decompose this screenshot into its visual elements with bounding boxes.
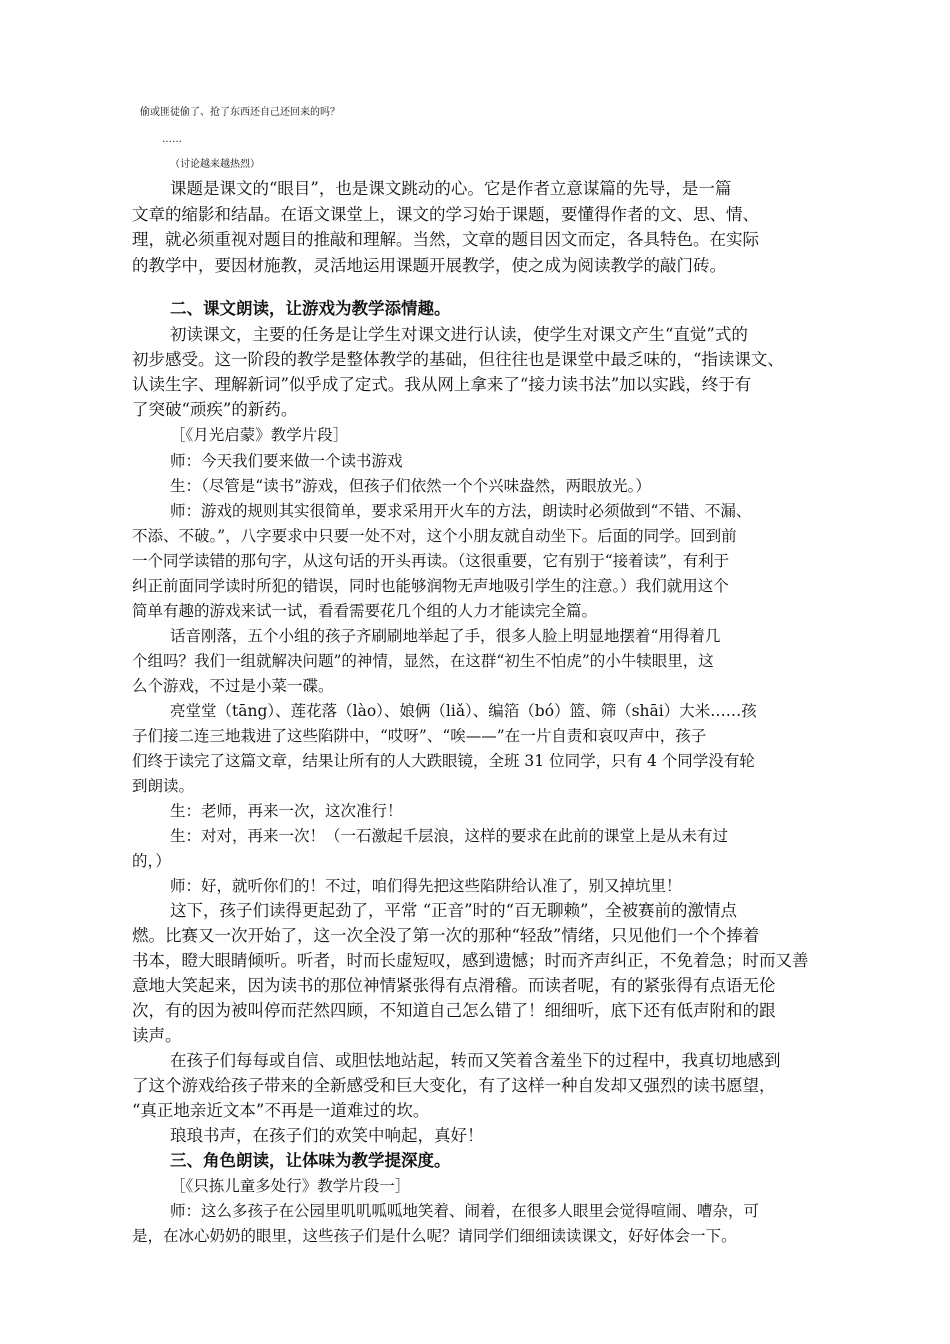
- paragraph-line: 么个游戏，不过是小菜一碟。: [132, 677, 334, 695]
- ellipsis-line: ……: [162, 134, 182, 145]
- paragraph-line: “真正地亲近文本”不再是一道难过的坎。: [132, 1101, 430, 1120]
- paragraph-line: 子们接二连三地栽进了这些陷阱中，“哎呀”、“唉——”在一片自责和哀叹声中，孩子: [132, 727, 707, 745]
- dialogue-line: 师：今天我们要来做一个读书游戏: [170, 452, 403, 470]
- paragraph-line: 这下，孩子们读得更起劲了，平常 “正音”时的“百无聊赖”，全被赛前的激情点: [170, 901, 737, 920]
- dialogue-line: 的，）: [132, 852, 171, 870]
- paragraph-line: 亮堂堂（tāng）、莲花落（lào）、娘俩（liǎ）、编箔（bó）篮、筛（shāi）大米……孩: [170, 702, 757, 720]
- paragraph-line: 燃。比赛又一次开始了，这一次全没了第一次的那种“轻敌”情绪，只见他们一个个捧着: [132, 926, 760, 945]
- dialogue-line: 生：（尽管是“读书”游戏，但孩子们依然一个个兴味盎然，两眼放光。）: [170, 477, 651, 495]
- dialogue-line: 师：游戏的规则其实很简单，要求采用开火车的方法，朗读时必须做到“不错、不漏、: [170, 502, 752, 520]
- dialogue-line: 师：好，就听你们的！不过，咱们得先把这些陷阱给认准了，别又掉坑里！: [170, 877, 682, 895]
- dialogue-line: 纠正前面同学读时所犯的错误，同时也能够润物无声地吸引学生的注意。）我们就用这个: [132, 577, 729, 595]
- paragraph-line: 了这个游戏给孩子带来的全新感受和巨大变化，有了这样一种自发却又强烈的读书愿望，: [132, 1076, 776, 1095]
- section-heading: 三、角色朗读，让体味为教学提深度。: [170, 1151, 451, 1170]
- excerpt-title: ［《只拣儿童多处行》教学片段一］: [170, 1177, 411, 1195]
- dialogue-line: 是，在冰心奶奶的眼里，这些孩子们是什么呢？请同学们细细读读课文，好好体会一下。: [132, 1227, 737, 1245]
- dialogue-line: 生：对对，再来一次！（一石激起千层浪，这样的要求在此前的课堂上是从未有过: [170, 827, 729, 845]
- paragraph-line: 认读生字、理解新词”似乎成了定式。我从网上拿来了“接力读书法”加以实践，终于有: [132, 375, 752, 394]
- paragraph-line: 个组吗？我们一组就解决问题”的神情，显然，在这群“初生不怕虎”的小牛犊眼里，这: [132, 652, 714, 670]
- paragraph-line: 理，就必须重视对题目的推敲和理解。当然，文章的题目因文而定，各具特色。在实际: [132, 230, 759, 249]
- dialogue-line: 不添、不破。”，八字要求中只要一处不对，这个小朋友就自动坐下。后面的同学。回到前: [132, 527, 737, 545]
- dialogue-line: 简单有趣的游戏来试一试，看看需要花几个组的人力才能读完全篇。: [132, 602, 598, 620]
- text-line: 偷或匪徒偷了、抢了东西还自己还回来的吗？: [140, 107, 340, 118]
- excerpt-title: ［《月光启蒙》教学片段］: [170, 426, 349, 444]
- paragraph-line: 的教学中，要因材施教，灵活地运用课题开展教学，使之成为阅读教学的敲门砖。: [132, 256, 726, 275]
- dialogue-line: 一个同学读错的那句字，从这句话的开头再读。（这很重要，它有别于“接着读”，有利于: [132, 552, 730, 570]
- paragraph-line: 读声。: [132, 1026, 182, 1045]
- text-line: （讨论越来越热烈）: [170, 159, 260, 170]
- paragraph-line: 们终于读完了这篇文章，结果让所有的人大跌眼镜，全班 31 位同学，只有 4 个同学没有轮: [132, 752, 755, 770]
- dialogue-line: 生：老师，再来一次，这次准行！: [170, 802, 403, 820]
- paragraph-line: 书本，瞪大眼睛倾听。听者，时而长虚短叹，感到遗憾；时而齐声纠正，不免着急；时而又善: [132, 951, 809, 970]
- paragraph-line: 初读课文，主要的任务是让学生对课文进行认读，使学生对课文产生“直觉”式的: [170, 325, 748, 344]
- section-heading: 二、课文朗读，让游戏为教学添情趣。: [170, 299, 451, 318]
- paragraph-line: 意地大笑起来，因为读书的那位神情紧张得有点滑稽。而读者呢，有的紧张得有点语无伦: [132, 976, 776, 995]
- paragraph-line: 初步感受。这一阶段的教学是整体教学的基础，但往往也是课堂中最乏味的，“指读课文、: [132, 350, 784, 369]
- paragraph-line: 了突破“顽疾”的新药。: [132, 400, 298, 419]
- dialogue-line: 师：这么多孩子在公园里叽叽呱呱地笑着、闹着，在很多人眼里会觉得喧闹、嘈杂，可: [170, 1202, 760, 1220]
- paragraph-line: 在孩子们每每或自信、或胆怯地站起，转而又笑着含羞坐下的过程中，我真切地感到: [170, 1051, 781, 1070]
- paragraph-line: 文章的缩影和结晶。在语文课堂上，课文的学习始于课题，要懂得作者的文、思、情、: [132, 205, 759, 224]
- paragraph-line: 到朗读。: [132, 777, 195, 795]
- paragraph-line: 琅琅书声，在孩子们的欢笑中响起，真好！: [170, 1126, 484, 1145]
- paragraph-line: 话音刚落，五个小组的孩子齐刷刷地举起了手，很多人脸上明显地摆着“用得着几: [170, 627, 721, 645]
- paragraph-line: 次，有的因为被叫停而茫然四顾，不知道自己怎么错了！细细听，底下还有低声附和的跟: [132, 1001, 776, 1020]
- paragraph-line: 课题是课文的“眼目”，也是课文跳动的心。它是作者立意谋篇的先导，是一篇: [170, 179, 732, 198]
